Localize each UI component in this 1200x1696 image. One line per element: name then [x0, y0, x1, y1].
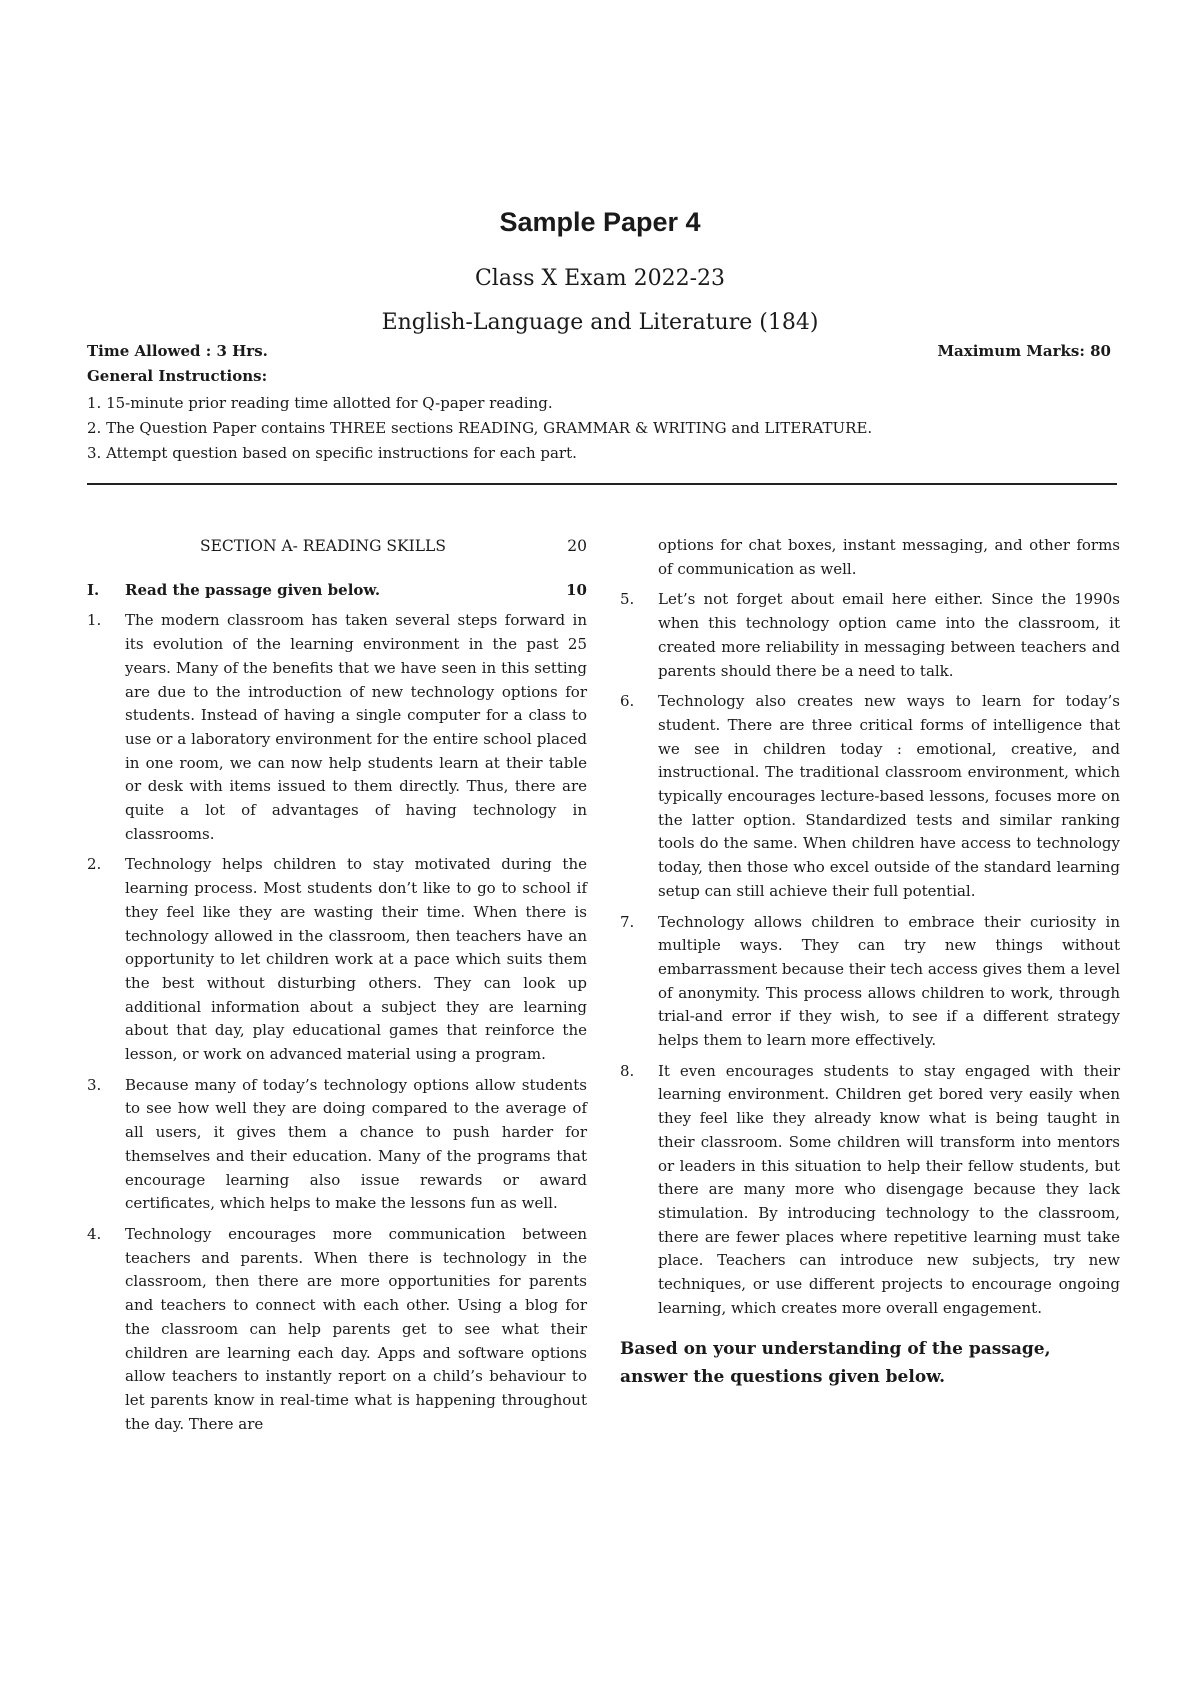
paragraph-text: It even encourages students to stay engaged with their learning environment. Children get bored very easily when they feel like they already know what is being taught in their classroom. Some children will transform into mentors or leaders in this situation to help their fellow students, but there are many more who disengage because they lack stimulation. By introducing technology to the classroom, there are fewer places where repetitive learning must take place. Teachers can introduce new subjects, try new techniques, or use different projects to encourage ongoing learning, which creates more overall engagement. [658, 1061, 1120, 1317]
paragraph-text: Let’s not forget about email here either. Since the 1990s when this technology option came into the classroom, it created more reliability in messaging between teachers and parents should there be a need to talk. [658, 590, 1120, 680]
paragraph-text: Technology encourages more communication between teachers and parents. When there is technology in the classroom, then there are more opportunities for parents and teachers to connect with each other. Using a blog for the classroom can help parents get to see what their children are learning each day. Apps and software options allow teachers to instantly report on a child’s behaviour to let parents know in real-time what is happening throughout the day. There are [125, 1224, 587, 1433]
instruction-item: 2. The Question Paper contains THREE sections READING, GRAMMAR & WRITING and LITERATURE. [87, 419, 873, 437]
paragraph [620, 690, 1120, 903]
paragraph-number: 7. [620, 912, 635, 931]
question-marks: 10 [566, 580, 587, 599]
right-column [620, 534, 1120, 1391]
exam-class: Class X Exam 2022-23 [474, 266, 726, 291]
paragraph-number: 3. [87, 1075, 102, 1094]
instructions-title: General Instructions: [87, 367, 268, 385]
paper-title: Sample Paper 4 [499, 207, 701, 237]
paragraph-continuation: options for chat boxes, instant messaging, and other forms of communication as well. [658, 536, 1120, 578]
left-column [87, 535, 587, 1443]
time-allowed: Time Allowed : 3 Hrs. [87, 342, 268, 360]
paragraph-text: Technology allows children to embrace their curiosity in multiple ways. They can try new things without embarrassment because their tech access gives them a level of anonymity. This process allows children to work, through trial-and error if they wish, to see if a different strategy helps them to learn more effectively. [658, 912, 1120, 1050]
paragraph-text: Because many of today’s technology options allow students to see how well they are doing compared to the average of all users, it gives them a chance to push harder for themselves and their education. Many of the programs that encourage learning also issue rewards or award certificates, which helps to make the lessons fun as well. [125, 1075, 587, 1213]
meta-row [87, 342, 1111, 360]
instructions-list [87, 391, 872, 466]
paragraph [620, 911, 1120, 1053]
maximum-marks: Maximum Marks: 80 [937, 342, 1111, 360]
paragraph-text: Technology also creates new ways to learn for today’s student. There are three critical forms of intelligence that we see in children today : emotional, creative, and instructional. The traditional classroom environment, which typically encourages lecture-based lessons, focuses more on the latter option. Standardized tests and similar ranking tools do the same. When children have access to technology today, then those who excel outside of the standard learning setup can still achieve their full potential. [658, 692, 1120, 900]
paragraph [87, 1223, 587, 1436]
section-heading [200, 535, 587, 559]
subject-title: English-Language and Literature (184) [381, 310, 819, 335]
question-text: Read the passage given below. [125, 580, 381, 599]
paragraph [87, 853, 587, 1066]
question-number: I. [87, 580, 100, 599]
paragraph-number: 2. [87, 855, 102, 874]
paragraph [620, 1060, 1120, 1321]
paragraph-number: 6. [620, 692, 635, 711]
instruction-item: 3. Attempt question based on specific instructions for each part. [87, 444, 577, 462]
section-title: SECTION A- READING SKILLS [200, 537, 446, 555]
paragraph [620, 588, 1120, 683]
paragraph-number: 5. [620, 590, 635, 609]
paragraph-number: 4. [87, 1224, 102, 1243]
paragraph-text: The modern classroom has taken several steps forward in its evolution of the learning environment in the past 25 years. Many of the benefits that we have seen in this setting are due to the introduction of new technology options for students. Instead of having a single computer for a class to use or a laboratory environment for the entire school placed in one room, we can now help students learn at their table or desk with items issued to them directly. Thus, there are quite a lot of advantages of having technology in classrooms. [125, 611, 587, 843]
section-marks: 20 [567, 537, 587, 555]
paragraph [87, 609, 587, 846]
paragraph-number: 1. [87, 611, 102, 630]
horizontal-divider [87, 483, 1117, 485]
question-heading [87, 579, 587, 603]
paragraph-text: Technology helps children to stay motivated during the learning process. Most students don’t like to go to school if they feel like they are wasting their time. When there is technology allowed in the classroom, then teachers have an opportunity to let children work at a pace which suits them the best without disturbing others. They can look up additional information about a subject they are learning about that day, play educational games that reinforce the lesson, or work on advanced material using a program. [125, 855, 587, 1064]
paragraph [87, 1074, 587, 1216]
paragraph-number: 8. [620, 1061, 635, 1080]
instruction-item: 1. 15-minute prior reading time allotted for Q-paper reading. [87, 394, 553, 412]
closing-instruction: Based on your understanding of the passage, answer the questions given below. [620, 1338, 1051, 1387]
